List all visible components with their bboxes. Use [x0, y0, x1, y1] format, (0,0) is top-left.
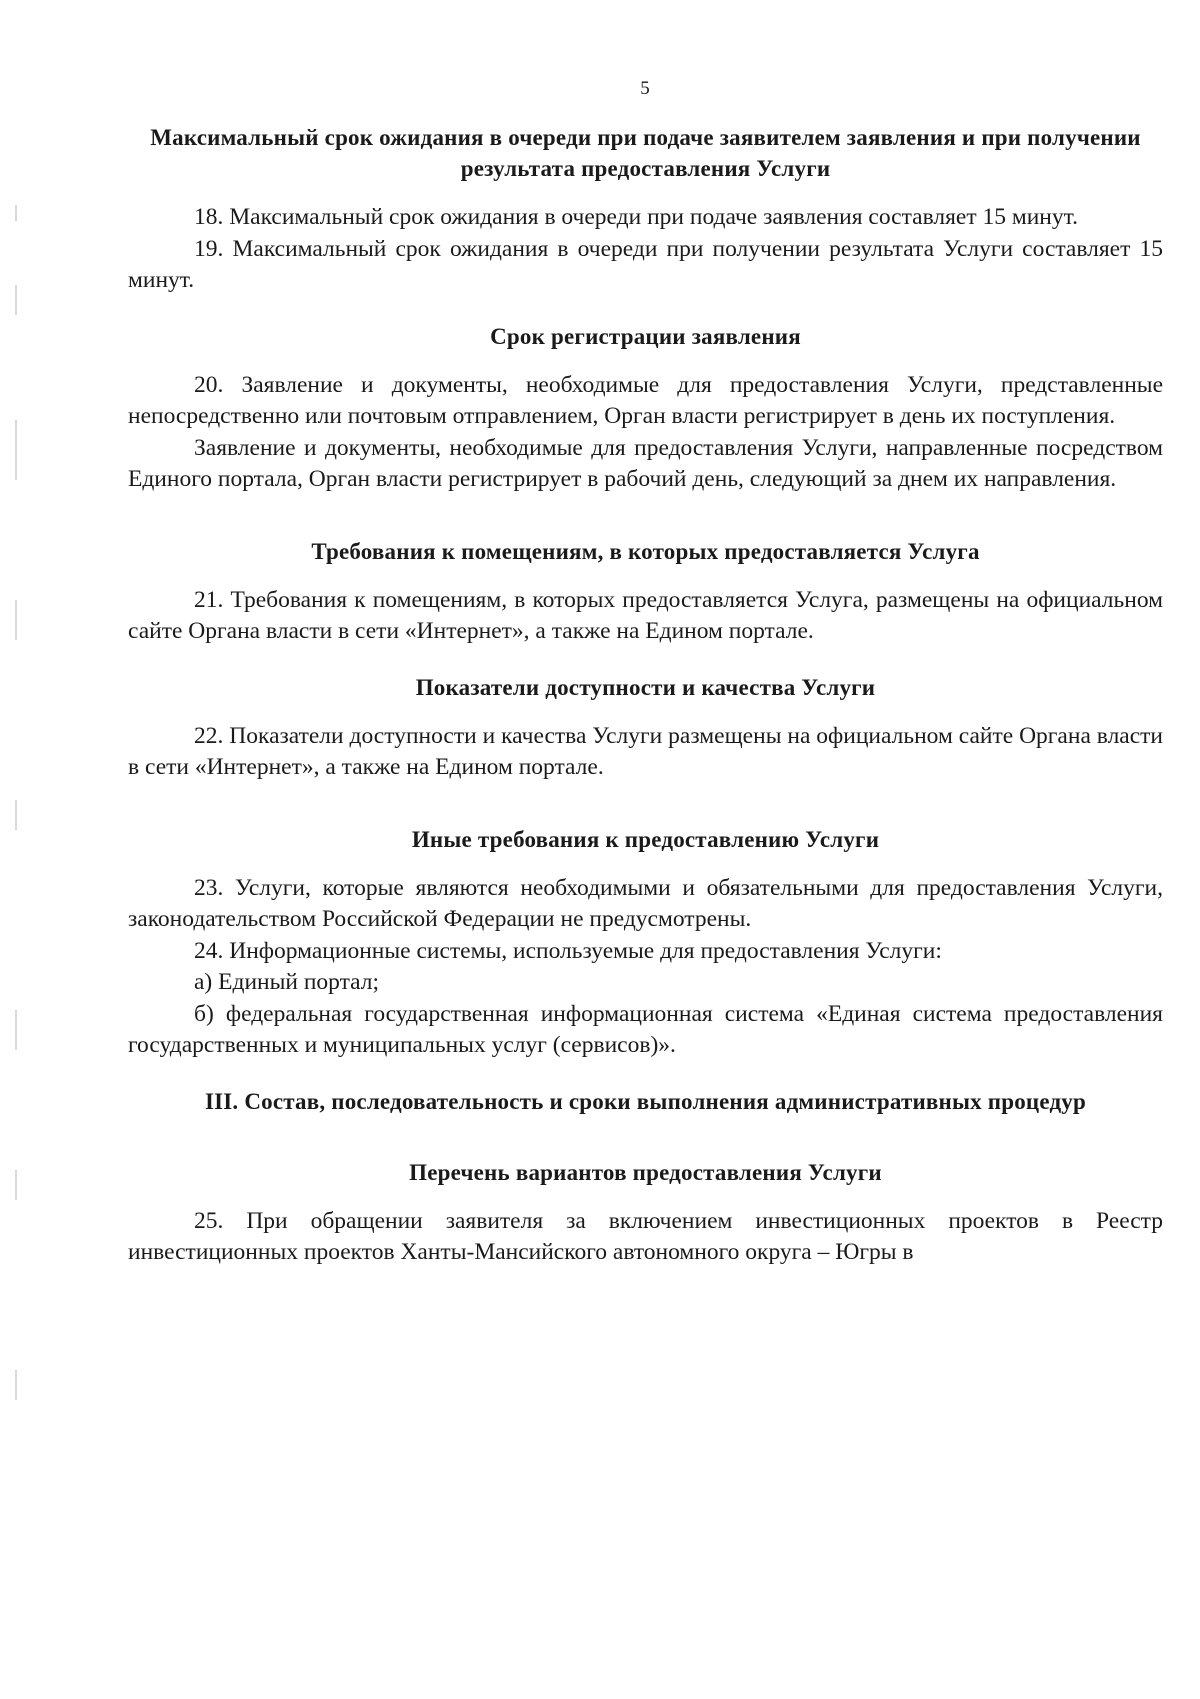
paragraph-20-continued: Заявление и документы, необходимые для предоставления Услуги, направленные посредством Единого портала, Орган власти регистрирует в рабочий день, следующий за днем их направления.	[128, 434, 1163, 492]
page-number: 5	[640, 78, 650, 99]
document-body	[128, 122, 1163, 1269]
heading-quality-indicators: Показатели доступности и качества Услуги	[415, 674, 876, 700]
paragraph-24: 24. Информационные системы, используемые для предоставления Услуги:	[194, 937, 942, 964]
scan-edge-mark	[15, 205, 17, 221]
scan-edge-mark	[15, 1170, 17, 1200]
paragraph-24-item-b: б) федеральная государственная информационная система «Единая система предоставления государственных и муниципальных услуг (сервисов)».	[128, 1000, 1163, 1058]
heading-queue-time: Максимальный срок ожидания в очереди при подаче заявителем заявления и при получении результата предоставления Услуги	[150, 125, 1141, 181]
scan-edge-mark	[15, 600, 17, 640]
heading-chapter-3: III. Состав, последовательность и сроки выполнения административных процедур	[204, 1088, 1086, 1114]
paragraph-20: 20. Заявление и документы, необходимые для предоставления Услуги, представленные непосредственно или почтовым отправлением, Орган власти регистрирует в день их поступления.	[128, 371, 1163, 429]
scan-edge-mark	[15, 1010, 17, 1050]
heading-registration-time: Срок регистрации заявления	[490, 323, 801, 349]
paragraph-19: 19. Максимальный срок ожидания в очереди при получении результата Услуги составляет 15 минут.	[128, 235, 1163, 293]
scan-edge-mark	[15, 800, 17, 830]
heading-service-variants: Перечень вариантов предоставления Услуги	[409, 1159, 882, 1185]
scan-edge-mark	[15, 1370, 17, 1400]
heading-other-requirements: Иные требования к предоставлению Услуги	[411, 826, 880, 852]
scan-edge-mark	[15, 420, 17, 480]
heading-premises-requirements: Требования к помещениям, в которых предоставляется Услуга	[311, 538, 980, 564]
paragraph-24-item-a: а) Единый портал;	[194, 969, 380, 995]
paragraph-23: 23. Услуги, которые являются необходимыми и обязательными для предоставления Услуги, законодательством Российской Федерации не предусмотрены.	[128, 874, 1163, 932]
scan-edge-mark	[15, 285, 17, 315]
paragraph-22: 22. Показатели доступности и качества Услуги размещены на официальном сайте Органа власти в сети «Интернет», а также на Едином портале.	[128, 722, 1163, 780]
paragraph-21: 21. Требования к помещениям, в которых предоставляется Услуга, размещены на официальном сайте Органа власти в сети «Интернет», а также на Едином портале.	[128, 586, 1163, 644]
paragraph-18: 18. Максимальный срок ожидания в очереди при подаче заявления составляет 15 минут.	[194, 204, 1078, 230]
paragraph-25: 25. При обращении заявителя за включением инвестиционных проектов в Реестр инвестиционных проектов Ханты-Мансийского автономного округа – Югры в	[128, 1207, 1163, 1265]
